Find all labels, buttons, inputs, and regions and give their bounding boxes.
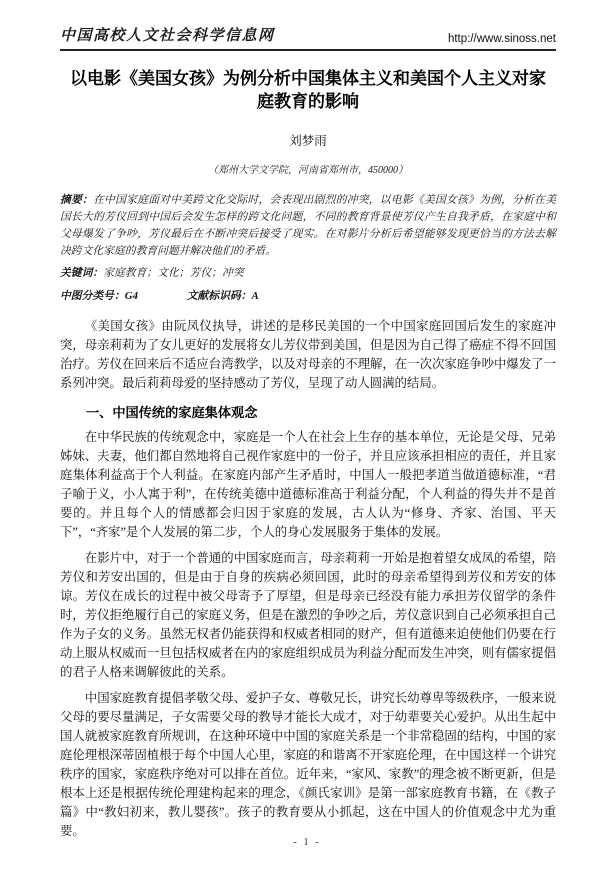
classification-block (60, 289, 556, 304)
abstract-text: 在中国家庭面对中美跨文化交际时，会表现出剧烈的冲突，以电影《美国女孩》为例，分析在美国长大的芳仪回到中国后会发生怎样的跨文化问题，不同的教育背景使芳仪产生自我矛盾，在家庭中和父母爆发了争吵，芳仪最后在不断冲突后接受了现实。在对影片分析后希望能够发现更恰当的方法去解决跨文化家庭的教育问题并解决他们的矛盾。 (60, 194, 557, 257)
author-name: 刘梦雨 (289, 134, 327, 148)
page-header (60, 24, 556, 51)
keywords-text: 家庭教育；文化；芳仪；冲突 (103, 267, 244, 279)
body-paragraph: 中国家庭教育提倡孝敬父母、爱护子女、尊敬兄长，讲究长幼尊卑等级秩序，一般来说父母的要尽量满足，子女需要父母的教导才能长大成才，对于幼辈要关心爱护。从出生起中国人就被家庭教育所规训，在这种环境中中国的家庭关系是一个非常稳固的结构，中国的家庭伦理根深蒂固植根于每个中国人心里，家庭的和谐离不开家庭伦理，在中国这样一个讲究秩序的国家，家庭秩序绝对可以排在首位。近年来，“家风、家教”的理念被不断更新，但是根本上还是根据传统伦理建构起来的理念，《颜氏家训》是第一部家庭教育书籍，在《教子篇》中“教妇初来，教儿婴孩”。孩子的教育要从小抓起，这在中国人的价值观念中尤为重要。 (60, 691, 556, 838)
doc-code (187, 290, 259, 302)
body-paragraph: 在影片中，对于一个普通的中国家庭而言，母亲莉莉一开始是抱着望女成凤的希望，陪芳仪和芳安出国的，但是由于自身的疾病必须回国，此时的母亲希望得到芳仪和芳安的体谅。芳仪在成长的过程中被父母寄予了厚望，但是母亲已经没有能力承担芳仪留学的条件时，芳仪拒绝履行自己的家庭义务，但是在激烈的争吵之后，芳仪意识到自己必须承担自己作为子女的义务。虽然无权者仍能获得和权威者相同的财产，但有道德来迫使他们仍要在行动上服从权威而一旦包括权威者在内的家庭组织成员为利益分配而发生冲突，则有儒家提倡的君子人格来调解彼此的关系。 (60, 551, 556, 679)
clc-value: G4 (124, 290, 138, 302)
site-logo-text: 中国高校人文社会科学信息网 (60, 28, 275, 44)
page-number: - 1 - (293, 837, 321, 848)
doc-code-value: A (251, 290, 259, 302)
section-heading: 一、中国传统的家庭集体观念 (86, 405, 258, 420)
clc-number (60, 290, 138, 302)
author-affiliation: （郑州大学文学院，河南省郑州市，450000） (208, 165, 408, 176)
article-body (60, 317, 556, 841)
paper-title: 以电影《美国女孩》为例分析中国集体主义和美国个人主义对家庭教育的影响 (70, 69, 546, 111)
clc-label: 中图分类号： (60, 290, 125, 302)
abstract-label: 摘要： (60, 194, 94, 206)
keywords-label: 关键词： (60, 267, 104, 279)
intro-paragraph: 《美国女孩》由阮凤仪执导，讲述的是移民美国的一个中国家庭回国后发生的家庭冲突，母亲莉莉为了女儿更好的发展将女儿芳仪带到美国，但是因为自己得了癌症不得不回国治疗。芳仪在回来后不适应台湾教学，以及对母亲的不理解，在一次次家庭争吵中爆发了一系列冲突。最后莉莉母爱的坚持感动了芳仪，呈现了动人圆满的结局。 (60, 319, 556, 390)
abstract-block (60, 192, 556, 260)
body-paragraph: 在中华民族的传统观念中，家庭是一个人在社会上生存的基本单位，无论是父母、兄弟姊妹、夫妻，他们都自然地将自己视作家庭中的一份子，并且应该承担相应的责任，并且家庭集体利益高于个人利益。在家庭内部产生矛盾时，中国人一般把孝道当做道德标准，“君子喻于义，小人寓于利”，在传统美德中道德标准高于利益分配，个人利益的得失并不是首要的。并且每个人的情感都会归因于家庭的发展，古人认为“修身、齐家、治国、平天下”，“齐家”是个人发展的第二步，个人的身心发展服务于集体的发展。 (60, 430, 556, 539)
doc-code-label: 文献标识码： (186, 290, 252, 302)
site-url-link[interactable]: http://www.sinoss.net (447, 33, 556, 45)
keywords-block (60, 266, 556, 281)
